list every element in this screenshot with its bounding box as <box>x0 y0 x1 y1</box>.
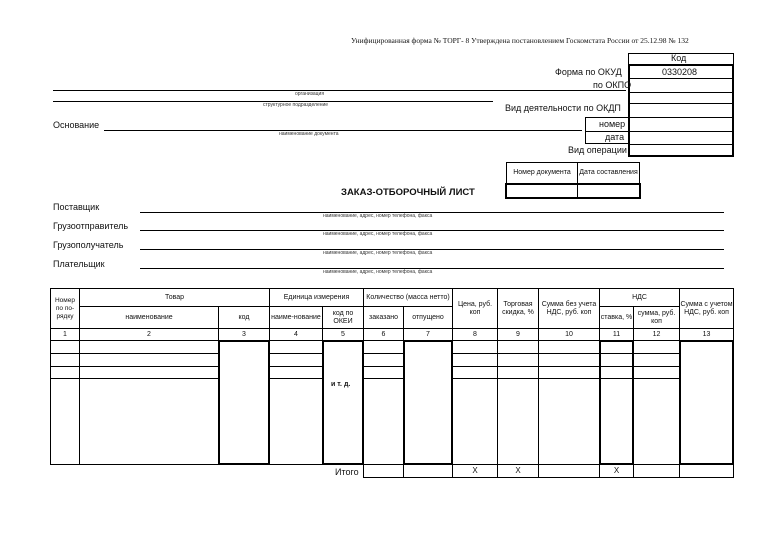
form-title: ЗАКАЗ-ОТБОРОЧНЫЙ ЛИСТ <box>341 187 475 198</box>
col-num-9: 9 <box>497 328 539 341</box>
col-num-5: 5 <box>322 328 364 341</box>
col-num-1: 1 <box>50 328 80 341</box>
total-sum-novat-cell[interactable] <box>538 464 600 478</box>
table-row <box>453 378 679 379</box>
doc-number-header: Номер документа <box>506 162 578 184</box>
total-sum-vat-cell[interactable] <box>679 464 734 478</box>
table-row <box>270 366 322 367</box>
total-shipped-cell[interactable] <box>403 464 453 478</box>
table-row <box>50 353 219 354</box>
vat-header: НДС <box>599 288 680 307</box>
total-vat-sum-cell[interactable] <box>633 464 680 478</box>
total-vat-rate-x: Х <box>599 464 634 478</box>
okud-label: Форма по ОКУД <box>555 67 622 77</box>
shipper-caption: наименование, адрес, номер телефона, факса <box>323 231 433 237</box>
table-row <box>50 366 219 367</box>
goods-name-header: наименование <box>79 306 219 329</box>
sum-vat-header: Сумма с учетом НДС, руб. коп <box>679 288 734 329</box>
doc-number-date-box[interactable] <box>505 183 641 199</box>
col-number-header: Номер по по-рядку <box>50 288 80 329</box>
organization-caption: организация <box>295 91 325 97</box>
col-num-12: 12 <box>633 328 680 341</box>
qty-ordered-header: заказано <box>363 306 404 329</box>
goods-code-header: код <box>218 306 270 329</box>
goods-header: Товар <box>79 288 270 307</box>
col-num-6: 6 <box>363 328 404 341</box>
divider <box>630 103 732 104</box>
vat-rate-header: ставка, % <box>599 306 634 329</box>
vat-sum-header: сумма, руб. коп <box>633 306 680 329</box>
total-ordered-cell[interactable] <box>363 464 404 478</box>
table-row <box>270 353 322 354</box>
shipper-label: Грузоотправитель <box>53 221 129 231</box>
col-num-3: 3 <box>218 328 270 341</box>
divider <box>630 144 732 145</box>
payer-caption: наименование, адрес, номер телефона, факса <box>323 269 433 275</box>
discount-header: Торговая скидка, % <box>497 288 539 329</box>
col-num-7: 7 <box>403 328 453 341</box>
basis-line[interactable] <box>104 130 582 131</box>
unit-header: Единица измерения <box>269 288 364 307</box>
col-num-2: 2 <box>79 328 219 341</box>
okei-column[interactable] <box>322 340 364 465</box>
doc-name-caption: наименование документа <box>279 131 339 137</box>
consignee-caption: наименование, адрес, номер телефона, факса <box>323 250 433 256</box>
table-row <box>270 378 322 379</box>
operation-label: Вид операции <box>568 145 627 155</box>
shipped-column[interactable] <box>403 340 453 465</box>
total-discount-x: Х <box>497 464 539 478</box>
col-num-11: 11 <box>599 328 634 341</box>
nomer-label: номер <box>599 119 626 129</box>
kod-label: Код <box>671 53 687 63</box>
divider <box>630 117 732 118</box>
unit-okei-header: код по ОКЕИ <box>322 306 364 329</box>
table-row <box>50 378 219 379</box>
qty-header: Количество (масса нетто) <box>363 288 453 307</box>
division-caption: структурное подразделение <box>263 102 329 108</box>
table-row <box>453 353 679 354</box>
sum-novat-header: Сумма без учета НДС, руб. коп <box>538 288 600 329</box>
col-num-8: 8 <box>452 328 498 341</box>
okud-code-input[interactable]: 0330208 <box>662 67 698 77</box>
table-row <box>453 366 679 367</box>
okpo-label: по ОКПО <box>593 80 632 90</box>
etc-label: и т. д. <box>331 381 351 388</box>
divider <box>577 185 578 198</box>
goods-code-column[interactable] <box>218 340 270 465</box>
divider <box>630 92 732 93</box>
okdp-label: Вид деятельности по ОКДП <box>505 103 621 113</box>
organization-line[interactable] <box>53 90 626 91</box>
consignee-label: Грузополучатель <box>53 240 124 250</box>
vat-rate-column[interactable] <box>599 340 634 465</box>
table-row <box>364 378 403 379</box>
supplier-label: Поставщик <box>53 202 100 212</box>
table-row <box>364 353 403 354</box>
payer-label: Плательщик <box>53 259 105 269</box>
divider <box>630 131 732 132</box>
qty-shipped-header: отпущено <box>403 306 453 329</box>
doc-date-header: Дата составления <box>577 162 640 184</box>
basis-label: Основание <box>53 120 100 130</box>
total-price-x: Х <box>452 464 498 478</box>
unit-name-header: наиме-нование <box>269 306 323 329</box>
col-num-4: 4 <box>269 328 323 341</box>
unified-form-header: Унифицированная форма № ТОРГ- 8 Утверждена постановлением Госкомстата России от 25.12.98 № 132 <box>351 36 689 45</box>
col-divider <box>79 340 80 465</box>
data-label: дата <box>605 132 625 142</box>
col-num-13: 13 <box>679 328 734 341</box>
col-num-10: 10 <box>538 328 600 341</box>
col-divider <box>497 340 498 465</box>
divider <box>630 78 732 79</box>
price-header: Цена, руб. коп <box>452 288 498 329</box>
total-label: Итого <box>335 467 359 477</box>
sum-vat-column[interactable] <box>679 340 734 465</box>
table-row <box>364 366 403 367</box>
supplier-caption: наименование, адрес, номер телефона, факса <box>323 213 433 219</box>
col-divider <box>538 340 539 465</box>
